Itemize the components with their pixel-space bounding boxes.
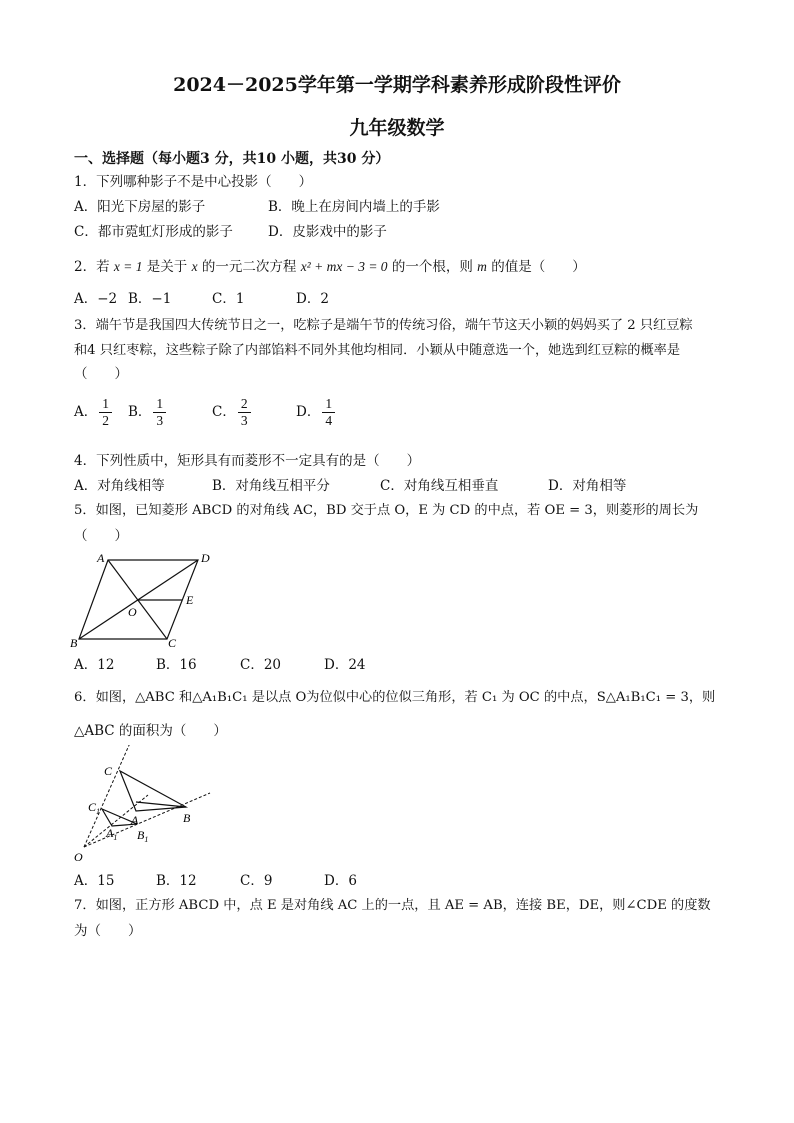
q6-label-c1 xyxy=(88,800,100,816)
q6-option-d: D．6 xyxy=(324,873,357,889)
q5-option-d: D．24 xyxy=(324,657,366,673)
q7-stem-line2: 为（ ） xyxy=(74,923,142,939)
q1-option-a: A．阳光下房屋的影子 xyxy=(74,199,206,215)
q2-equation-root: x = 1 xyxy=(113,259,143,274)
q4-option-c: C．对角线互相垂直 xyxy=(380,478,499,494)
q2-option-c: C．1 xyxy=(212,291,245,307)
q3-option-b-denominator: 3 xyxy=(156,413,164,428)
q6-stem-line2: △ABC 的面积为（ ） xyxy=(74,723,227,739)
q3-stem-line3: （ ） xyxy=(74,366,128,382)
q5-label-o: O xyxy=(128,605,137,619)
q3-option-d xyxy=(296,396,337,429)
q5-label-e: E xyxy=(186,593,194,607)
q6-option-c: C．9 xyxy=(240,873,273,889)
q2-variable-x: x xyxy=(191,259,198,274)
q3-option-b-numerator: 1 xyxy=(153,396,166,413)
q1-option-d: D．皮影戏中的影子 xyxy=(268,224,387,240)
q2-text-3: 的一元二次方程 xyxy=(197,259,301,275)
q3-option-d-fraction xyxy=(322,396,335,429)
q3-stem-line1: 3．端午节是我国四大传统节日之一，吃粽子是端午节的传统习俗，端午节这天小颖的妈妈买了 2 只红豆粽 xyxy=(74,318,693,333)
q5-option-a: A．12 xyxy=(74,657,115,673)
q5-rhombus-figure xyxy=(70,548,210,652)
q3-option-a-denominator: 2 xyxy=(102,413,109,428)
q6-label-o: O xyxy=(74,850,83,864)
q3-option-b xyxy=(128,396,168,429)
q3-stem-line2: 和4 只红枣粽，这些粽子除了内部馅料不同外其他均相同．小颖从中随意选一个，她选到红豆粽的概率是 xyxy=(74,343,681,358)
q2-option-a: A．−2 xyxy=(74,291,118,307)
q6-label-b: B xyxy=(183,811,191,825)
q6-triangle-abc xyxy=(120,771,186,811)
q5-option-c: C．20 xyxy=(240,657,282,673)
q3-option-c-numerator: 2 xyxy=(238,396,251,413)
q5-stem-line2: （ ） xyxy=(74,528,128,544)
q6-label-c1-subscript: 1 xyxy=(96,807,101,816)
q1-option-c: C．都市霓虹灯形成的影子 xyxy=(74,224,233,240)
q6-stem-line1: 6．如图，△ABC 和△A₁B₁C₁ 是以点 O为位似中心的位似三角形，若 C₁ 为 OC 的中点，S△A₁B₁C₁ = 3，则 xyxy=(74,690,716,705)
q3-option-b-label: B． xyxy=(128,404,152,420)
q2-option-b: B．−1 xyxy=(128,291,172,307)
q6-label-c1-letter: C xyxy=(88,800,97,814)
q3-option-c-denominator: 3 xyxy=(240,413,248,428)
q5-option-b: B．16 xyxy=(156,657,197,673)
q2-text-1: 2．若 xyxy=(74,259,114,275)
q6-label-a: A xyxy=(131,813,139,827)
q5-label-c: C xyxy=(168,636,177,650)
q6-label-a1-subscript: 1 xyxy=(113,833,118,842)
exam-subtitle: 九年级数学 xyxy=(349,117,445,139)
q3-option-a-label: A． xyxy=(74,404,98,420)
q2-text-2: 是关于 xyxy=(142,259,192,275)
q5-label-a: A xyxy=(97,551,105,565)
exam-title: 2024－2025学年第一学期学科素养形成阶段性评价 xyxy=(173,74,621,96)
q3-option-a xyxy=(74,396,114,429)
q4-option-d: D．对角相等 xyxy=(548,478,627,494)
q6-option-a: A．15 xyxy=(74,873,115,889)
q1-stem: 1．下列哪种影子不是中心投影（ ） xyxy=(74,174,313,190)
q5-label-b: B xyxy=(70,636,78,650)
q3-option-c xyxy=(212,396,253,429)
q3-option-d-label: D． xyxy=(296,404,321,420)
q3-option-c-fraction xyxy=(238,396,251,429)
q4-option-a: A．对角线相等 xyxy=(74,478,165,494)
q2-stem xyxy=(74,258,586,276)
q6-label-b1-subscript: 1 xyxy=(144,835,149,844)
q5-label-d: D xyxy=(201,551,210,565)
q3-option-a-fraction xyxy=(99,396,112,429)
q3-option-c-label: C． xyxy=(212,404,236,420)
q3-option-a-numerator: 1 xyxy=(99,396,112,413)
q6-label-a1-letter: A xyxy=(106,826,114,840)
q3-option-b-fraction xyxy=(153,396,166,429)
q6-label-b1 xyxy=(137,828,148,844)
q3-option-d-denominator: 4 xyxy=(325,413,333,428)
q5-stem-line1: 5．如图，已知菱形 ABCD 的对角线 AC，BD 交于点 O，E 为 CD 的中点，若 OE = 3，则菱形的周长为 xyxy=(74,503,699,518)
q4-stem: 4．下列性质中，矩形具有而菱形不一定具有的是（ ） xyxy=(74,453,421,469)
q2-variable-m: m xyxy=(477,259,487,274)
q4-option-b: B．对角线互相平分 xyxy=(212,478,330,494)
q6-label-a1 xyxy=(105,826,117,842)
q2-text-4: 的一个根，则 xyxy=(387,259,478,275)
q6-similar-triangles-figure xyxy=(70,745,220,870)
q2-option-d: D．2 xyxy=(296,291,329,307)
q2-text-5: 的值是（ ） xyxy=(486,259,586,275)
q2-equation: x² + mx − 3 = 0 xyxy=(300,259,388,274)
q6-option-b: B．12 xyxy=(156,873,197,889)
q3-option-d-numerator: 1 xyxy=(322,396,335,413)
q7-stem-line1: 7．如图，正方形 ABCD 中，点 E 是对角线 AC 上的一点，且 AE = AB，连接 BE，DE，则∠CDE 的度数 xyxy=(74,898,711,913)
q6-label-c: C xyxy=(104,764,113,778)
q6-label-b1-letter: B xyxy=(137,828,145,842)
section-heading: 一、选择题（每小题3 分，共10 小题，共30 分） xyxy=(74,151,390,167)
q1-option-b: B．晚上在房间内墙上的手影 xyxy=(268,199,440,215)
